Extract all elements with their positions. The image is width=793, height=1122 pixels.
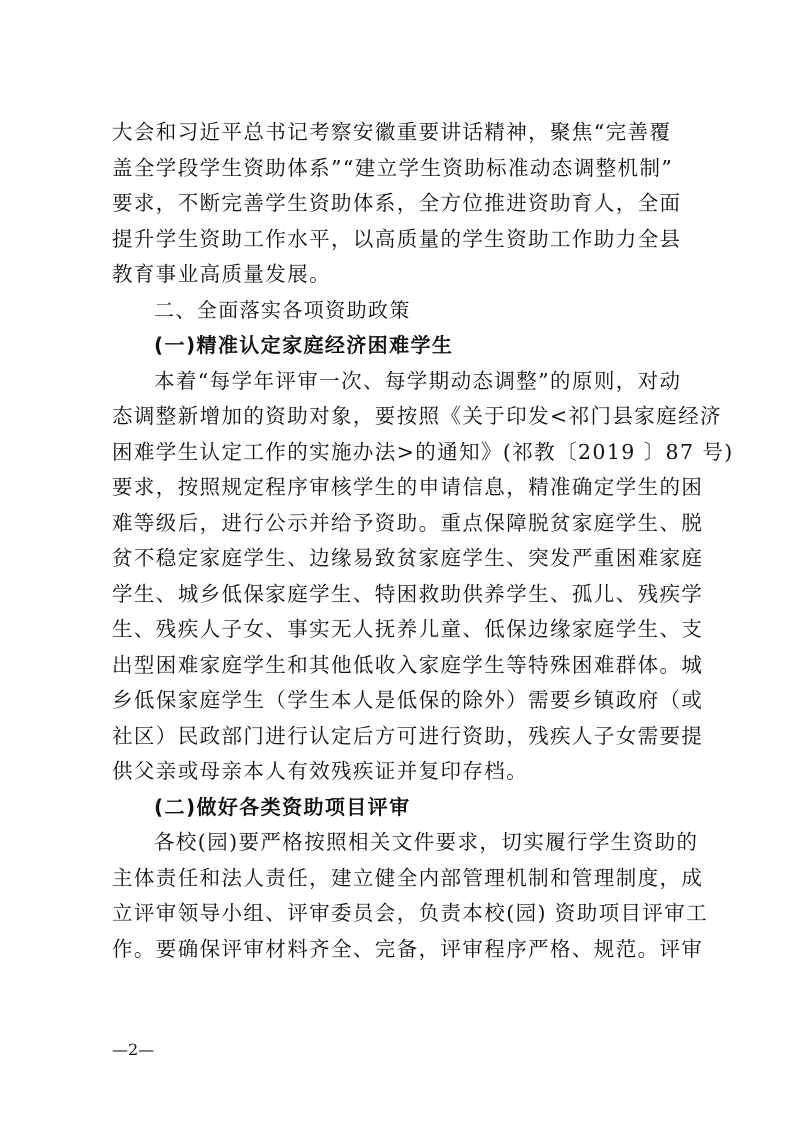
paragraph-line: 学生、城乡低保家庭学生、特困救助供养学生、孤儿、残疾学 (112, 581, 704, 606)
paragraph-line: 大会和习近平总书记考察安徽重要讲话精神，聚焦“完善覆 (112, 120, 672, 144)
paragraph-line: 作。要确保评审材料齐全、完备，评审程序严格、规范。评审 (112, 936, 704, 961)
document-body (112, 115, 734, 967)
paragraph-line: 主体责任和法人责任，建立健全内部管理机制和管理制度，成 (112, 865, 704, 890)
paragraph-line: 供父亲或母亲本人有效残疾证并复印存档。 (112, 759, 529, 783)
paragraph-line: 社区）民政部门进行认定后方可进行资助，残疾人子女需要提 (112, 723, 704, 748)
paragraph-line: 要求，不断完善学生资助体系，全方位推进资助育人，全面 (112, 191, 682, 215)
subsection-heading: (二)做好各类资助项目评审 (154, 794, 411, 819)
subsection-heading: (一)精准认定家庭经济困难学生 (154, 333, 454, 357)
paragraph-line: 本着“每学年评审一次、每学期动态调整”的原则，对动 (154, 368, 682, 393)
paragraph-line: 提升学生资助工作水平，以高质量的学生资助工作助力全县 (112, 226, 682, 251)
section-heading: 二、全面落实各项资助政策 (154, 297, 411, 322)
paragraph-line: 难等级后，进行公示并给予资助。重点保障脱贫家庭学生、脱 (112, 510, 704, 535)
paragraph-line: 生、残疾人子女、事实无人抚养儿童、低保边缘家庭学生、支 (112, 617, 704, 641)
paragraph-line: 态调整新增加的资助对象，要按照《关于印发<祁门县家庭经济 (112, 404, 722, 428)
paragraph-line: 乡低保家庭学生（学生本人是低保的除外）需要乡镇政府（或 (112, 688, 704, 712)
paragraph-line: 困难学生认定工作的实施办法>的通知》(祁教〔2019 〕87 号) (112, 439, 734, 464)
paragraph-line: 贫不稳定家庭学生、边缘易致贫家庭学生、突发严重困难家庭 (112, 546, 704, 570)
paragraph-line: 出型困难家庭学生和其他低收入家庭学生等特殊困难群体。城 (112, 652, 704, 677)
page-number: —2— (112, 1040, 155, 1059)
paragraph-line: 各校(园)要严格按照相关文件要求，切实履行学生资助的 (154, 830, 699, 854)
paragraph-line: 教育事业高质量发展。 (112, 262, 331, 286)
paragraph-line: 立评审领导小组、评审委员会，负责本校(园) 资助项目评审工 (112, 901, 709, 925)
paragraph-line: 盖全学段学生资助体系”“建立学生资助标准动态调整机制” (112, 155, 674, 180)
paragraph-line: 要求，按照规定程序审核学生的申请信息，精准确定学生的困 (112, 475, 704, 499)
